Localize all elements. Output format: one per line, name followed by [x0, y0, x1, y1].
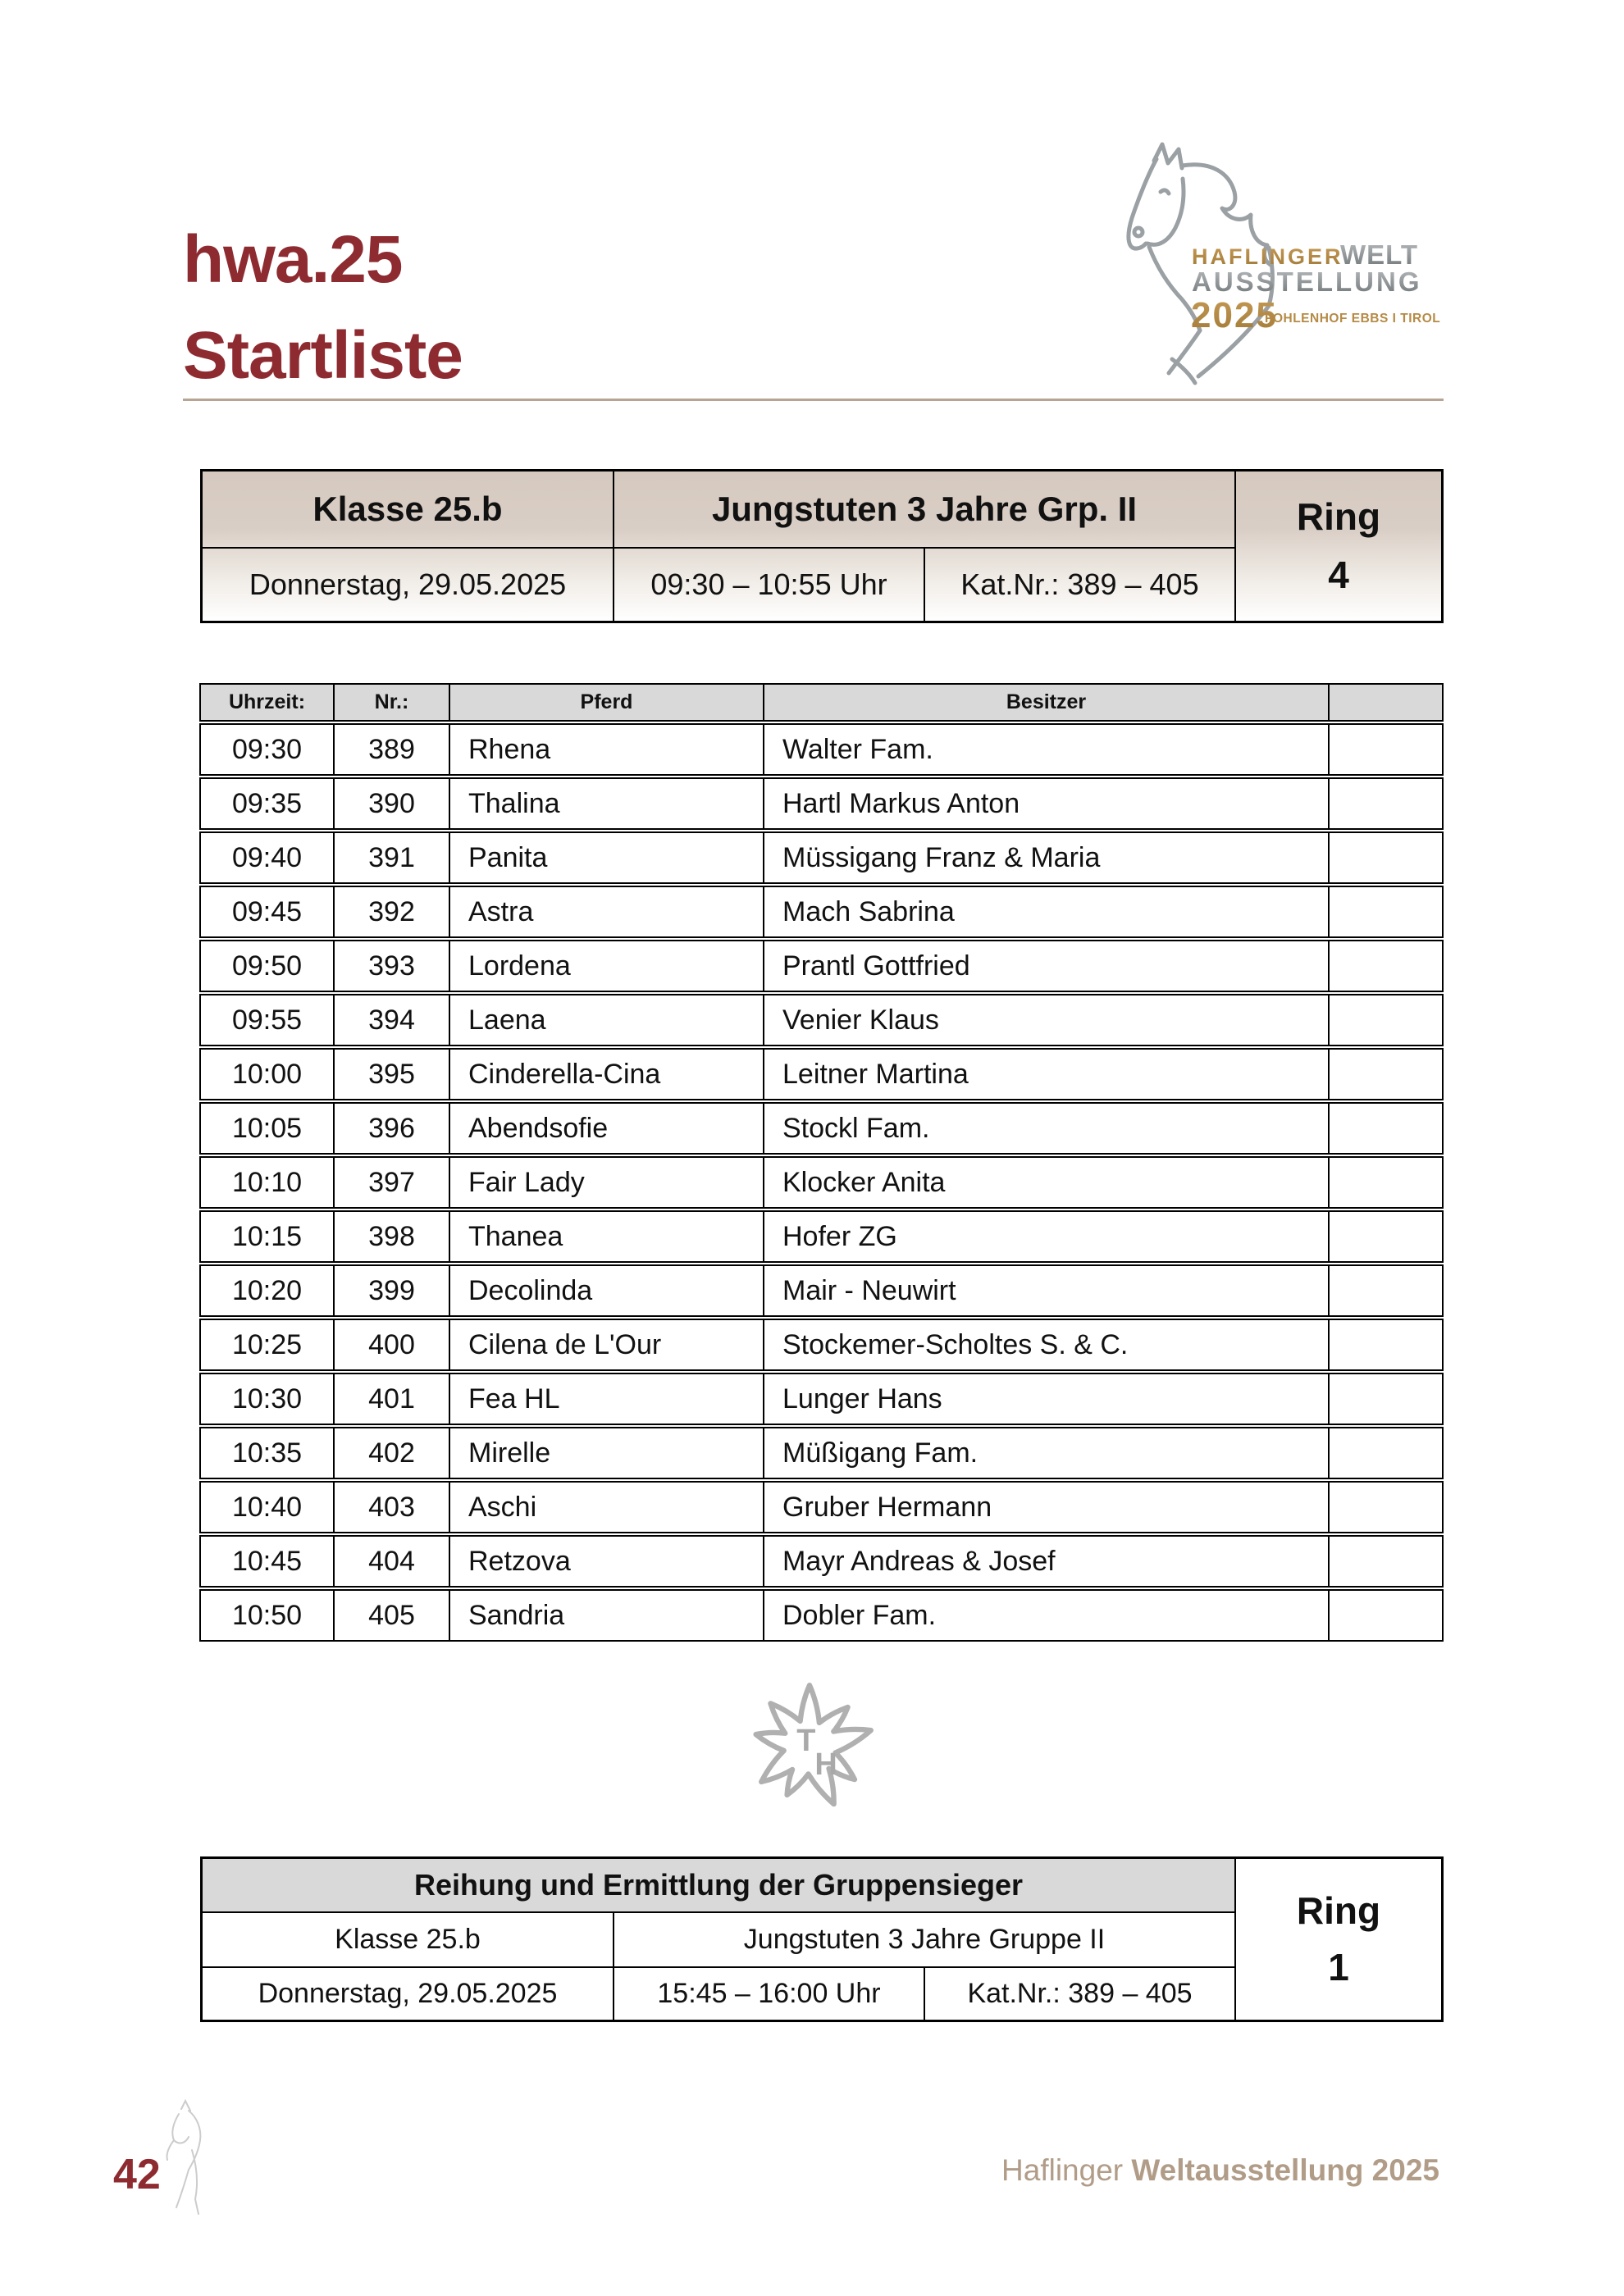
table-row [199, 1156, 1444, 1209]
session-date-cell: Donnerstag, 29.05.2025 [203, 547, 613, 621]
blank-cell [1328, 1266, 1442, 1315]
besitzer-cell: Stockl Fam. [763, 1104, 1328, 1153]
column-header-uhrzeit: Uhrzeit: [228, 690, 306, 713]
pferd-cell: Aschi [449, 1483, 763, 1532]
session-info-table [200, 469, 1444, 623]
pferd-cell: Panita [449, 833, 763, 882]
page-title-line2: Startliste [183, 318, 463, 393]
blank-cell [1328, 941, 1442, 991]
blank-cell [1328, 1483, 1442, 1532]
besitzer-cell: Lunger Hans [763, 1374, 1328, 1424]
table-row [199, 1264, 1444, 1317]
pferd-cell: Cinderella-Cina [449, 1050, 763, 1099]
pferd-cell: Abendsofie [449, 1104, 763, 1153]
nr-cell: 404 [333, 1537, 449, 1586]
table-row [199, 1210, 1444, 1263]
sun-letter-h: H [814, 1747, 837, 1783]
nr-cell: 395 [333, 1050, 449, 1099]
session-klasse-cell: Klasse 25.b [312, 490, 503, 528]
besitzer-cell: Leitner Martina [763, 1050, 1328, 1099]
blank-cell [1328, 1320, 1442, 1369]
table-row [199, 1373, 1444, 1425]
footer-brand-text [853, 2153, 1439, 2188]
nr-cell: 392 [333, 887, 449, 936]
besitzer-cell: Hofer ZG [763, 1212, 1328, 1261]
table-row [199, 940, 1444, 992]
besitzer-cell: Venier Klaus [763, 995, 1328, 1045]
pferd-cell: Fair Lady [449, 1158, 763, 1207]
haflinger-world-show-logo [1066, 123, 1517, 394]
nr-cell: 394 [333, 995, 449, 1045]
time-cell: 09:40 [231, 841, 303, 873]
table-row [199, 1319, 1444, 1371]
column-header-blank [1328, 685, 1442, 720]
blank-cell [1328, 1050, 1442, 1099]
table-row [199, 831, 1444, 884]
besitzer-cell: Stockemer-Scholtes S. & C. [763, 1320, 1328, 1369]
blank-cell [1328, 833, 1442, 882]
nr-cell: 390 [333, 779, 449, 828]
nr-cell: 403 [333, 1483, 449, 1532]
ranking-ring-label: Ring [1296, 1889, 1381, 1932]
table-row [199, 1481, 1444, 1533]
ranking-ring-cell [1234, 1859, 1441, 2020]
pferd-cell: Sandria [449, 1591, 763, 1640]
startlist-table [199, 683, 1444, 1643]
session-gruppe-cell: Jungstuten 3 Jahre Grp. II [613, 472, 1234, 547]
footer-horse-sketch-icon [154, 2099, 230, 2222]
nr-cell: 396 [333, 1104, 449, 1153]
blank-cell [1328, 1537, 1442, 1586]
ranking-katnr-cell: Kat.Nr.: 389 – 405 [924, 1966, 1234, 2020]
table-row [199, 723, 1444, 776]
time-cell: 09:45 [231, 895, 303, 927]
table-row [199, 1535, 1444, 1588]
blank-cell [1328, 725, 1442, 774]
besitzer-cell: Walter Fam. [763, 725, 1328, 774]
time-cell: 10:40 [231, 1491, 303, 1523]
blank-cell [1328, 887, 1442, 936]
pferd-cell: Thalina [449, 779, 763, 828]
besitzer-cell: Müßigang Fam. [763, 1428, 1328, 1478]
sun-letter-t: T [796, 1723, 816, 1758]
besitzer-cell: Gruber Hermann [763, 1483, 1328, 1532]
nr-cell: 401 [333, 1374, 449, 1424]
page-title-line1: hwa.25 [183, 222, 403, 297]
pferd-cell: Laena [449, 995, 763, 1045]
startlist-body [199, 723, 1444, 1642]
table-row [199, 994, 1444, 1046]
title-divider-rule [183, 399, 1444, 401]
column-header-nr: Nr.: [333, 685, 449, 720]
besitzer-cell: Müssigang Franz & Maria [763, 833, 1328, 882]
startlist-header-row [199, 683, 1444, 722]
nr-cell: 399 [333, 1266, 449, 1315]
table-row [199, 1427, 1444, 1479]
time-cell: 09:35 [231, 787, 303, 819]
besitzer-cell: Mayr Andreas & Josef [763, 1537, 1328, 1586]
pferd-cell: Astra [449, 887, 763, 936]
ranking-header-cell: Reihung und Ermittlung der Gruppensieger [203, 1859, 1234, 1911]
time-cell: 10:25 [231, 1328, 303, 1360]
logo-word-welt: WELT [1340, 239, 1419, 270]
time-cell: 10:45 [231, 1545, 303, 1577]
nr-cell: 393 [333, 941, 449, 991]
time-cell: 10:00 [231, 1058, 303, 1090]
besitzer-cell: Klocker Anita [763, 1158, 1328, 1207]
blank-cell [1328, 779, 1442, 828]
table-row [199, 777, 1444, 830]
blank-cell [1328, 1428, 1442, 1478]
pferd-cell: Mirelle [449, 1428, 763, 1478]
besitzer-cell: Mach Sabrina [763, 887, 1328, 936]
table-row [199, 1048, 1444, 1100]
pferd-cell: Cilena de L'Our [449, 1320, 763, 1369]
logo-word-haflinger: HAFLINGER [1192, 244, 1343, 269]
blank-cell [1328, 1212, 1442, 1261]
nr-cell: 389 [333, 725, 449, 774]
nr-cell: 402 [333, 1428, 449, 1478]
ranking-date-cell: Donnerstag, 29.05.2025 [203, 1966, 613, 2020]
table-row [199, 886, 1444, 938]
pferd-cell: Decolinda [449, 1266, 763, 1315]
time-cell: 10:10 [231, 1166, 303, 1198]
column-header-besitzer: Besitzer [763, 685, 1328, 720]
nr-cell: 398 [333, 1212, 449, 1261]
ranking-gruppe-cell: Jungstuten 3 Jahre Gruppe II [613, 1911, 1234, 1966]
time-cell: 10:05 [231, 1112, 303, 1144]
pferd-cell: Fea HL [449, 1374, 763, 1424]
time-cell: 09:55 [231, 1004, 303, 1036]
time-cell: 10:35 [231, 1437, 303, 1469]
session-ring-value: 4 [1328, 554, 1349, 596]
ranking-klasse-cell: Klasse 25.b [203, 1911, 613, 1966]
tiroler-haflinger-sun-icon [745, 1679, 874, 1815]
page-number: 42 [113, 2151, 161, 2198]
pferd-cell: Thanea [449, 1212, 763, 1261]
session-ring-cell [1234, 472, 1441, 621]
footer-brand-light: Haflinger [1001, 2153, 1132, 2187]
logo-word-ausstellung: AUSSTELLUNG [1192, 266, 1422, 297]
ranking-table [200, 1856, 1444, 2022]
blank-cell [1328, 1158, 1442, 1207]
blank-cell [1328, 1104, 1442, 1153]
besitzer-cell: Mair - Neuwirt [763, 1266, 1328, 1315]
time-cell: 10:15 [231, 1220, 303, 1252]
time-cell: 10:50 [231, 1599, 303, 1631]
nr-cell: 405 [333, 1591, 449, 1640]
time-cell: 09:50 [231, 950, 303, 982]
blank-cell [1328, 995, 1442, 1045]
nr-cell: 391 [333, 833, 449, 882]
footer-brand-bold: Weltausstellung 2025 [1131, 2153, 1439, 2187]
session-katnr-cell: Kat.Nr.: 389 – 405 [924, 547, 1234, 621]
time-cell: 09:30 [231, 733, 303, 765]
session-ring-label: Ring [1296, 494, 1381, 538]
pferd-cell: Lordena [449, 941, 763, 991]
pferd-cell: Rhena [449, 725, 763, 774]
blank-cell [1328, 1374, 1442, 1424]
logo-venue: FOHLENHOF EBBS I TIROL [1265, 312, 1441, 326]
ranking-ring-value: 1 [1328, 1946, 1349, 1988]
blank-cell [1328, 1591, 1442, 1640]
table-row [199, 1102, 1444, 1155]
page-title [183, 212, 463, 403]
logo-year: 2025 [1191, 295, 1278, 335]
time-cell: 10:20 [231, 1274, 303, 1306]
nr-cell: 397 [333, 1158, 449, 1207]
time-cell: 10:30 [231, 1383, 303, 1414]
besitzer-cell: Dobler Fam. [763, 1591, 1328, 1640]
session-time-cell: 09:30 – 10:55 Uhr [613, 547, 924, 621]
table-row [199, 1589, 1444, 1642]
pferd-cell: Retzova [449, 1537, 763, 1586]
besitzer-cell: Prantl Gottfried [763, 941, 1328, 991]
nr-cell: 400 [333, 1320, 449, 1369]
besitzer-cell: Hartl Markus Anton [763, 779, 1328, 828]
column-header-pferd: Pferd [449, 685, 763, 720]
ranking-time-cell: 15:45 – 16:00 Uhr [613, 1966, 924, 2020]
